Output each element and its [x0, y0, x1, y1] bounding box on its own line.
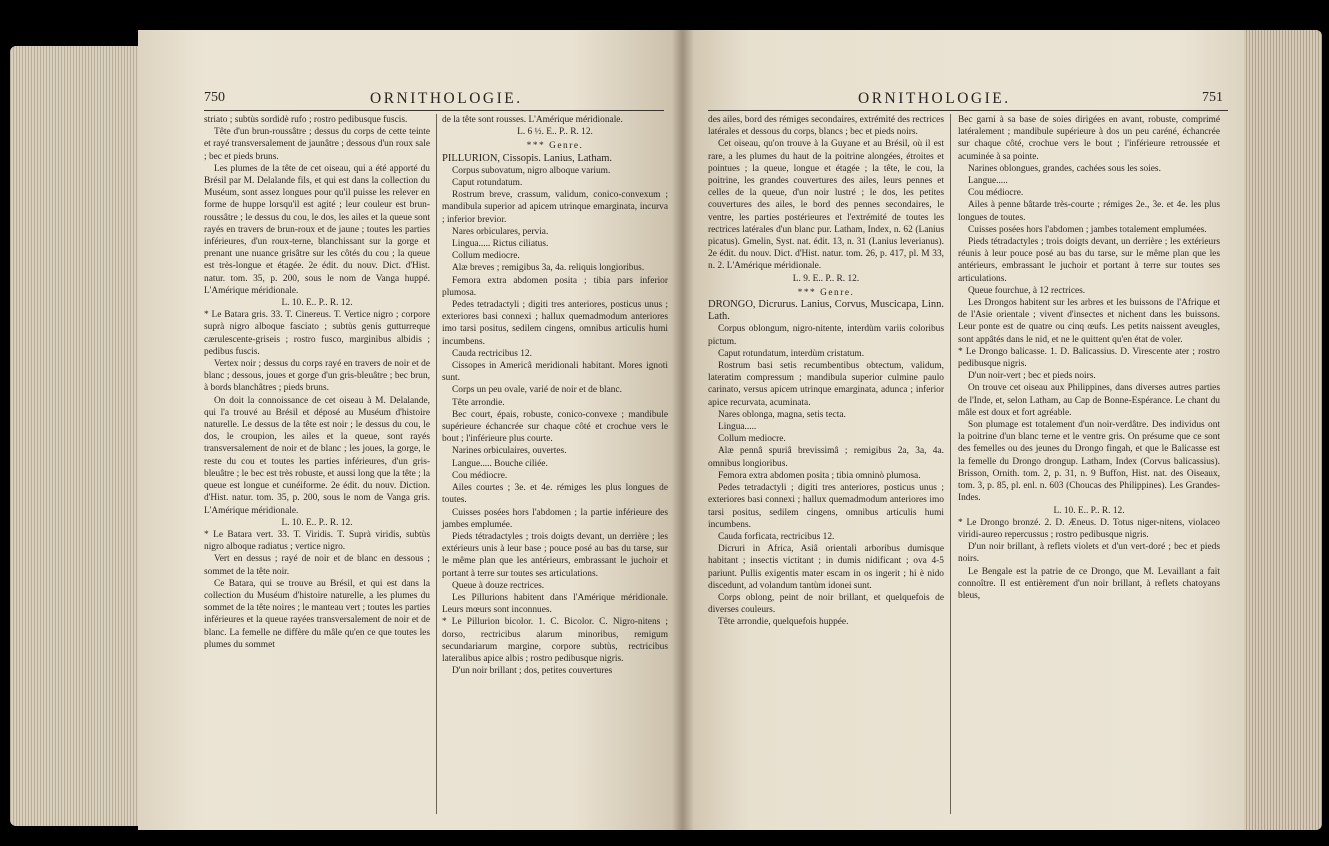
- header-rule-left: [204, 110, 664, 111]
- paragraph: Cou médiocre.: [968, 188, 1024, 199]
- paragraph: L. 9. E.. P.. R. 12.: [792, 273, 860, 284]
- paragraph: On doit la connoissance de cet oiseau à M. Delalande, qui l'a trouvé au Brésil et déposé au Muséum d'histoire naturelle. Le dessus de la tête est noir ; le dessus du cou, le dos, le croupion, les ailes et la queue, sont rayés transversalement de noir et de blanc ; les joues, la gorge, le reste du cou et toutes les parties inférieures, d'un gris-bleuâtre ; le bec est très robuste, et aussi long que la tête ; la queue est longue et cunéiforme. 2e édit. du nouv. Diction. d'Hist. natur. tom. 35, p. 200, sous le nom de Vanga gris. L'Amérique méridionale.: [204, 395, 430, 516]
- paragraph: Tête d'un brun-roussâtre ; dessus du corps de cette teinte et rayé transversalement de jaunâtre ; dessous d'un roux sale ; bec et pieds bruns.: [204, 127, 430, 162]
- paragraph: Femora extra abdomen posita ; tibia pars inferior plumosa.: [442, 275, 668, 298]
- paragraph: Cet oiseau, qu'on trouve à la Guyane et au Brésil, où il est rare, a les plumes du haut de la poitrine alongées, étroites et pointues ; la queue, longue et étagée ; la tête, le cou, la poitrine, les grandes couvertures des ailes, leurs pennes et celles de la queue, d'un noir lustré ; le dos, les petites couvertures des ailes, le bord des pennes secondaires, le ventre, les parties postérieures et l'extrémité de toutes les rectrices latérales d'un blanc pur. Latham, Index, n. 62 (Lanius picatus). Gmelin, Syst. nat. édit. 13, n. 31 (Lanius leverianus). 2e édit. du nouv. Dict. d'Hist. natur. tom. 26, p. 417, pl. M 33, n. 2. L'Amérique méridionale.: [708, 139, 944, 272]
- paragraph: Collum mediocre.: [718, 434, 786, 445]
- paragraph: Vert en dessus ; rayé de noir et de blanc en dessous ; sommet de la tête noir.: [204, 554, 430, 577]
- paragraph: Corpus oblongum, nigro-nitente, interdùm variis coloribus pictum.: [708, 324, 944, 347]
- paragraph: Langue..... Bouche ciliée.: [452, 458, 548, 469]
- paragraph: Queue à douze rectrices.: [452, 580, 545, 591]
- left-column-1: [204, 114, 430, 651]
- column-divider-right: [950, 114, 951, 814]
- paragraph: PILLURION, Cissopis. Lanius, Latham.: [442, 152, 613, 164]
- paragraph: *** Genre.: [797, 287, 855, 298]
- paragraph: Alæ pennâ spuriâ brevissimâ ; remigibus 2a, 3a, 4a. omnibus longioribus.: [708, 446, 944, 469]
- right-column-2: [958, 114, 1220, 602]
- right-page-edges: [1244, 30, 1322, 830]
- paragraph: Narines oblongues, grandes, cachées sous les soies.: [968, 163, 1161, 174]
- paragraph: Nares orbiculares, pervia.: [452, 226, 549, 237]
- paragraph: Bec garni à sa base de soies dirigées en avant, robuste, comprimé latéralement ; mandibule supérieure à dos un peu caréné, échancrée sur chaque côté, crochue vers le bout ; l'inférieure retroussée et acuminée à sa pointe.: [958, 115, 1220, 162]
- left-column-2: [442, 114, 668, 677]
- paragraph: Ce Batara, qui se trouve au Brésil, et qui est dans la collection du Muséum d'histoire naturelle, a les plumes du sommet de la tête noires ; le manteau vert ; toutes les parties inférieures et la queue rayées transversalement de noir et de blanc. La femelle ne diffère du mâle qu'en ce que toutes les plumes du sommet: [204, 578, 430, 650]
- paragraph: Son plumage est totalement d'un noir-verdâtre. Des individus ont la poitrine d'un blanc terne et le ventre gris. On présume que ce sont des femelles ou des jeunes du Drongo fingah, et que le Balicasse est la femelle du Drongo drongup. Latham, Index (Corvus balicassius). Brisson, Ornith. tom. 2, p. 31, n. 9 Buffon, Hist. nat. des Oiseaux, tom. 3, p. 85, pl. enl. n. 603 (Choucas des Philippines). Les Grandes-Indes.: [958, 420, 1220, 504]
- paragraph: *** Genre.: [526, 141, 584, 152]
- paragraph: Narines orbiculaires, ouvertes.: [452, 446, 567, 457]
- paragraph: Cissopes in Americâ meridionali habitant. Mores ignoti sunt.: [442, 361, 668, 384]
- paragraph: Collum mediocre.: [452, 251, 520, 262]
- paragraph: * Le Batara gris. 33. T. Cinereus. T. Vertice nigro ; corpore suprà nigro alboque fasciato ; subtùs genis gutturreque cærulescente-griseis ; rostro fusco, marginibus albidis ; pedibus fuscis.: [204, 310, 430, 357]
- paragraph: Pedes tetradactyli ; digiti tres anteriores, posticus unus ; exteriores basi connexi ; hallux quemadmodum anteriores imo tarsi positus, sedilem cingens, omnibus articulis humi incumbens.: [442, 300, 668, 347]
- paragraph: de la tête sont rousses. L'Amérique méridionale.: [442, 115, 623, 125]
- page-number-left: 750: [204, 90, 225, 105]
- paragraph: DRONGO, Dicrurus. Lanius, Corvus, Muscicapa, Linn. Lath.: [708, 299, 944, 323]
- paragraph: On trouve cet oiseau aux Philippines, dans diverses autres parties de l'Inde, et, selon Latham, au Cap de Bonne-Espérance. Le chant du mâle est doux et fort agréable.: [958, 383, 1220, 418]
- book-gutter: [672, 30, 694, 830]
- header-rule-right: [708, 110, 1228, 111]
- paragraph: Vertex noir ; dessus du corps rayé en travers de noir et de blanc ; dessous, joues et gorge d'un gris-bleuâtre ; bec brun, à bords blanchâtres ; pieds bruns.: [204, 359, 430, 394]
- paragraph: Alæ breves ; remigibus 3a, 4a. reliquis longioribus.: [452, 263, 645, 274]
- paragraph: des ailes, bord des rémiges secondaires, extrémité des rectrices latérales et dessous du corps, blancs ; bec et pieds noirs.: [708, 115, 944, 138]
- paragraph: Bec court, épais, robuste, conico-convexe ; mandibule supérieure échancrée sur chaque côté et crochue vers le bout ; l'inférieure plus courte.: [442, 409, 668, 445]
- paragraph: Cuisses posées hors l'abdomen ; la partie inférieure des jambes emplumée.: [442, 507, 668, 530]
- paragraph: Corps un peu ovale, varié de noir et de blanc.: [452, 385, 622, 396]
- paragraph: Cou médiocre.: [452, 470, 508, 481]
- running-head-left: ORNITHOLOGIE.: [370, 90, 523, 107]
- paragraph: Lingua..... Rictus ciliatus.: [452, 239, 549, 250]
- open-book: [10, 8, 1322, 840]
- paragraph: Langue.....: [968, 176, 1008, 187]
- paragraph: Pedes tetradactyli ; digiti tres anteriores, posticus unus ; exteriores basi connexi ; hallux quemadmodum anteriores imo tarsi positus, sedilem cingens, omnibus articulis humi incumbens.: [708, 483, 944, 530]
- paragraph: Pieds tétradactyles ; trois doigts devant, un derrière ; les extérieurs réunis à leur pouce posé au bas du tarse, sur le même plan que les antérieurs, embrassant le juchoir et portant à terre sur toutes ses articulations.: [958, 237, 1220, 284]
- paragraph: Queue fourchue, à 12 rectrices.: [968, 285, 1086, 296]
- column-divider-left: [436, 114, 437, 814]
- paragraph: Nares oblonga, magna, setis tecta.: [718, 409, 846, 420]
- paragraph: * Le Batara vert. 33. T. Viridis. T. Suprà viridis, subtùs nigro alboque radiatus ; vertice nigro.: [204, 529, 430, 553]
- paragraph: Ailes courtes ; 3e. et 4e. rémiges les plus longues de toutes.: [442, 483, 668, 506]
- paragraph: Corpus subovatum, nigro alboque varium.: [452, 165, 611, 176]
- paragraph: L. 10. E.. P.. R. 12.: [281, 298, 353, 309]
- paragraph: Corps oblong, peint de noir brillant, et quelquefois de diverses couleurs.: [708, 592, 944, 616]
- paragraph: Pieds tétradactyles ; trois doigts devant, un derrière ; les extérieurs unis à leur base ; pouce posé au bas du tarse, sur le même plan que les antérieurs, embrassant le juchoir et portant à terre sur toutes ses articulations.: [442, 531, 668, 579]
- paragraph: Caput rotundatum.: [452, 178, 523, 189]
- paragraph: striato ; subtùs sordidè rufo ; rostro pedibusque fuscis.: [204, 115, 408, 125]
- paragraph: Cuisses posées hors l'abdomen ; jambes totalement emplumées.: [968, 224, 1207, 235]
- paragraph: L. 10. E.. P.. R. 12.: [281, 517, 353, 528]
- right-column-1: [708, 114, 944, 629]
- paragraph: Ailes à penne bâtarde très-courte ; rémiges 2e., 3e. et 4e. les plus longues de toutes.: [958, 200, 1220, 223]
- paragraph: L. 10. E.. P.. R. 12.: [1053, 505, 1125, 516]
- paragraph: Les Pillurions habitent dans l'Amérique méridionale. Leurs mœurs sont inconnues.: [442, 592, 668, 616]
- paragraph: Cauda forficata, rectricibus 12.: [718, 531, 835, 542]
- paragraph: Caput rotundatum, interdùm cristatum.: [718, 348, 865, 359]
- paragraph: D'un noir-vert ; bec et pieds noirs.: [968, 371, 1096, 382]
- paragraph: Femora extra abdomen posita ; tibia omninò plumosa.: [718, 470, 921, 481]
- paragraph: Tête arrondie, quelquefois huppée.: [718, 617, 849, 628]
- page-number-right: 751: [1202, 90, 1223, 105]
- paragraph: Lingua.....: [718, 422, 757, 433]
- paragraph: Les Drongos habitent sur les arbres et les buissons de l'Afrique et de l'Asie orientale ; vivent d'insectes et nichent dans les buissons. Leur ponte est de quatre ou cinq œufs. Les petits naissent aveugles, sont appâtés dans le nid, et ne le quittent qu'en état de voler.: [958, 298, 1220, 345]
- paragraph: Le Bengale est la patrie de ce Drongo, que M. Levaillant a fait connoître. Il est entièrement d'un noir brillant, à reflets chatoyans bleus,: [958, 566, 1220, 601]
- paragraph: * Le Drongo bronzé. 2. D. Æneus. D. Totus niger-nitens, violaceo viridi-aureo repercussus ; rostro pedibusque nigris.: [958, 517, 1220, 540]
- paragraph: Cauda rectricibus 12.: [452, 348, 532, 359]
- left-page-edges: [10, 46, 138, 826]
- paragraph: Rostrum basi setis recumbentibus obtectum, validum, lateratim compressum ; mandibula superior culmine paulo carinato, versus apicem utrinque emarginata, adunca ; inferior apice recurvata, acuminata.: [708, 361, 944, 408]
- paragraph: * Le Pillurion bicolor. 1. C. Bicolor. C. Nigro-nitens ; dorso, rectricibus alarum minoribus, remigum secundariarum margine, corpore subtùs, rectricibus lateralibus apice albis ; rostro pedibusque nigris.: [442, 617, 668, 664]
- left-page: [138, 30, 682, 830]
- paragraph: Rostrum breve, crassum, validum, conico-convexum ; mandibula superior ad apicem utrinque emarginata, incurva ; inferior brevior.: [442, 190, 668, 225]
- paragraph: D'un noir brillant, à reflets violets et d'un vert-doré ; bec et pieds noirs.: [958, 542, 1220, 565]
- right-page: [682, 30, 1244, 830]
- paragraph: Les plumes de la tête de cet oiseau, qui a été apporté du Brésil par M. Delalande fils, et qui est dans la collection du Muséum, sont assez longues pour qu'il puisse les relever en forme de huppe lorsqu'il est agité ; leur couleur est brun-roussâtre ; le dessus du cou, le dos, les ailes et la queue sont rayés en travers de brun-roux et de jaune ; toutes les parties inférieures, d'un roux-terne, blanchissant sur la gorge et prenant une nuance grisâtre sur les côtés du cou ; la queue est très-longue et étagée. 2e édit. du nouv. Dict. d'Hist. natur. tom. 35, p. 200, sous le nom de Vanga huppé. L'Amérique méridionale.: [204, 163, 430, 296]
- running-head-right: ORNITHOLOGIE.: [858, 90, 1011, 107]
- paragraph: Dicruri in Africa, Asiâ orientali arboribus dumisque habitant ; insectis victitant ; in dumis nidificant ; ova 4-5 pariunt. Pullis exigentis mater escam in os ingerit ; hi è nido discedunt, ad volandum tantùm idonei sunt.: [708, 544, 944, 591]
- paragraph: L. 6 ½. E.. P.. R. 12.: [517, 127, 593, 138]
- paragraph: D'un noir brillant ; dos, petites couvertures: [452, 666, 613, 677]
- paragraph: * Le Drongo balicasse. 1. D. Balicassius. D. Virescente ater ; rostro pedibusque nigris.: [958, 346, 1220, 370]
- paragraph: Tête arrondie.: [452, 397, 505, 408]
